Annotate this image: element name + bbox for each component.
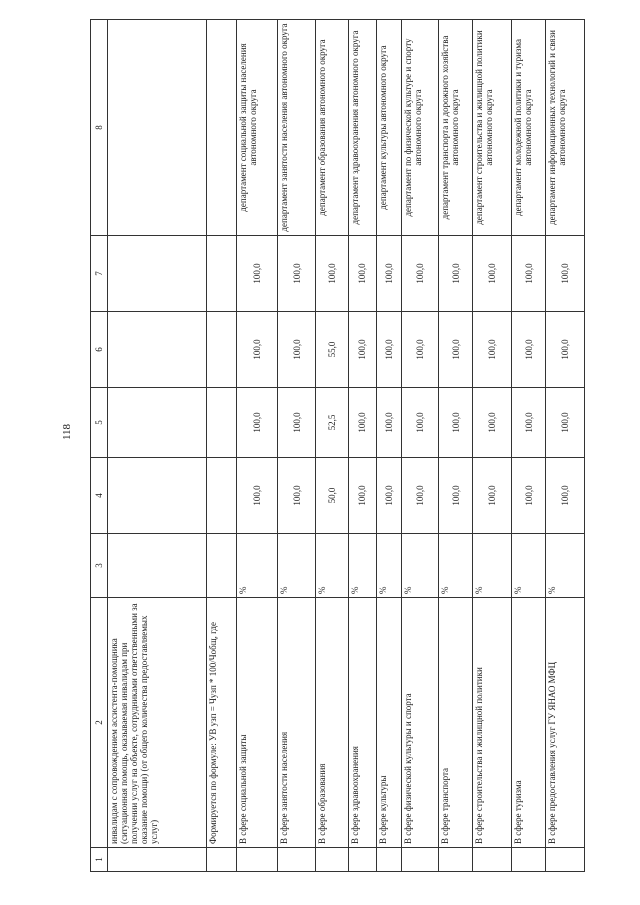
value-cell-4: 100,0: [473, 458, 512, 534]
value-cell-5: 100,0: [236, 388, 277, 458]
row-number-cell: [511, 848, 545, 872]
value-cell-4: [108, 458, 207, 534]
value-cell-6: 100,0: [277, 312, 316, 388]
value-cell-4: 50,0: [316, 458, 348, 534]
value-cell-4: 100,0: [511, 458, 545, 534]
indicator-cell: В сфере культуры: [376, 598, 402, 848]
value-cell-5: 100,0: [277, 388, 316, 458]
value-cell-6: 100,0: [511, 312, 545, 388]
unit-cell: %: [438, 534, 472, 598]
table-row: [316, 20, 348, 872]
row-number-cell: [473, 848, 512, 872]
value-cell-7: 100,0: [546, 236, 585, 312]
unit-cell: %: [546, 534, 585, 598]
col-header: 8: [91, 20, 108, 236]
indicator-cell: Формируется по формуле: УВ узп = Чузп * 100/Чобщ, где: [206, 598, 236, 848]
col-header: 6: [91, 312, 108, 388]
row-number-cell: [438, 848, 472, 872]
value-cell-5: 100,0: [402, 388, 439, 458]
value-cell-5: 52,5: [316, 388, 348, 458]
value-cell-4: [206, 458, 236, 534]
rotated-content: [90, 20, 585, 872]
value-cell-7: 100,0: [511, 236, 545, 312]
table-body: [108, 20, 585, 872]
row-number-cell: [316, 848, 348, 872]
value-cell-7: [108, 236, 207, 312]
unit-cell: [206, 534, 236, 598]
table-row: [546, 20, 585, 872]
table-row: [376, 20, 402, 872]
col-header: 7: [91, 236, 108, 312]
unit-cell: [108, 534, 207, 598]
col-header: 3: [91, 534, 108, 598]
unit-cell: %: [511, 534, 545, 598]
value-cell-4: 100,0: [402, 458, 439, 534]
table-row: [108, 20, 207, 872]
value-cell-7: 100,0: [376, 236, 402, 312]
table-row: [206, 20, 236, 872]
row-number-cell: [206, 848, 236, 872]
responsible-cell: департамент строительства и жилищной политики автономного округа: [473, 20, 512, 236]
row-number-cell: [108, 848, 207, 872]
indicator-cell: В сфере занятости населения: [277, 598, 316, 848]
indicators-table: [90, 19, 585, 872]
indicator-cell: В сфере туризма: [511, 598, 545, 848]
responsible-cell: департамент молодежной политики и туризма автономного округа: [511, 20, 545, 236]
value-cell-5: [108, 388, 207, 458]
unit-cell: %: [376, 534, 402, 598]
indicator-cell: В сфере транспорта: [438, 598, 472, 848]
row-number-cell: [402, 848, 439, 872]
value-cell-6: 100,0: [546, 312, 585, 388]
table-row: [277, 20, 316, 872]
row-number-cell: [348, 848, 376, 872]
unit-cell: %: [348, 534, 376, 598]
responsible-cell: департамент здравоохранения автономного округа: [348, 20, 376, 236]
value-cell-4: 100,0: [438, 458, 472, 534]
indicator-cell: В сфере здравоохранения: [348, 598, 376, 848]
value-cell-6: [108, 312, 207, 388]
indicator-cell: В сфере образования: [316, 598, 348, 848]
value-cell-7: 100,0: [473, 236, 512, 312]
indicator-cell: В сфере строительства и жилищной политики: [473, 598, 512, 848]
value-cell-7: 100,0: [236, 236, 277, 312]
table-row: [438, 20, 472, 872]
value-cell-6: 55,0: [316, 312, 348, 388]
value-cell-6: 100,0: [473, 312, 512, 388]
table-row: [511, 20, 545, 872]
value-cell-4: 100,0: [236, 458, 277, 534]
value-cell-5: 100,0: [511, 388, 545, 458]
responsible-cell: департамент транспорта и дорожного хозяйства автономного округа: [438, 20, 472, 236]
page-number: 118: [61, 423, 73, 441]
responsible-cell: департамент культуры автономного округа: [376, 20, 402, 236]
value-cell-4: 100,0: [348, 458, 376, 534]
table-row: [402, 20, 439, 872]
col-header: 1: [91, 848, 108, 872]
header-row: [91, 20, 108, 872]
responsible-cell: департамент по физической культуре и спорту автономного округа: [402, 20, 439, 236]
rotated-table-area: [90, 20, 585, 872]
value-cell-6: 100,0: [438, 312, 472, 388]
responsible-cell: департамент социальной защиты населения автономного округа: [236, 20, 277, 236]
value-cell-7: [206, 236, 236, 312]
row-number-cell: [376, 848, 402, 872]
value-cell-5: 100,0: [348, 388, 376, 458]
col-header: 5: [91, 388, 108, 458]
value-cell-6: 100,0: [376, 312, 402, 388]
table-row: [348, 20, 376, 872]
value-cell-4: 100,0: [277, 458, 316, 534]
indicator-cell: инвалидам с сопровождением ассистента-помощника (ситуационная помощь, оказываемая инвалидам при получении услуг на объекте, сотрудниками ответственными за оказание помощи) (от общего количества предоставляемых услуг): [108, 598, 207, 848]
value-cell-5: 100,0: [376, 388, 402, 458]
value-cell-7: 100,0: [277, 236, 316, 312]
value-cell-5: 100,0: [438, 388, 472, 458]
unit-cell: %: [316, 534, 348, 598]
row-number-cell: [277, 848, 316, 872]
value-cell-4: 100,0: [376, 458, 402, 534]
table-row: [473, 20, 512, 872]
value-cell-6: 100,0: [236, 312, 277, 388]
responsible-cell: [206, 20, 236, 236]
value-cell-6: 100,0: [402, 312, 439, 388]
value-cell-5: 100,0: [473, 388, 512, 458]
indicator-cell: В сфере физической культуры и спорта: [402, 598, 439, 848]
value-cell-7: 100,0: [402, 236, 439, 312]
responsible-cell: департамент занятости населения автономного округа: [277, 20, 316, 236]
value-cell-7: 100,0: [438, 236, 472, 312]
value-cell-6: [206, 312, 236, 388]
value-cell-7: 100,0: [348, 236, 376, 312]
unit-cell: %: [402, 534, 439, 598]
unit-cell: %: [277, 534, 316, 598]
row-number-cell: [236, 848, 277, 872]
responsible-cell: [108, 20, 207, 236]
col-header: 2: [91, 598, 108, 848]
responsible-cell: департамент информационных технологий и связи автономного округа: [546, 20, 585, 236]
value-cell-5: [206, 388, 236, 458]
value-cell-6: 100,0: [348, 312, 376, 388]
row-number-cell: [546, 848, 585, 872]
col-header: 4: [91, 458, 108, 534]
value-cell-4: 100,0: [546, 458, 585, 534]
unit-cell: %: [236, 534, 277, 598]
value-cell-7: 100,0: [316, 236, 348, 312]
responsible-cell: департамент образования автономного округа: [316, 20, 348, 236]
table-row: [236, 20, 277, 872]
indicator-cell: В сфере социальной защиты: [236, 598, 277, 848]
value-cell-5: 100,0: [546, 388, 585, 458]
unit-cell: %: [473, 534, 512, 598]
indicator-cell: В сфере предоставления услуг ГУ ЯНАО МФЦ: [546, 598, 585, 848]
